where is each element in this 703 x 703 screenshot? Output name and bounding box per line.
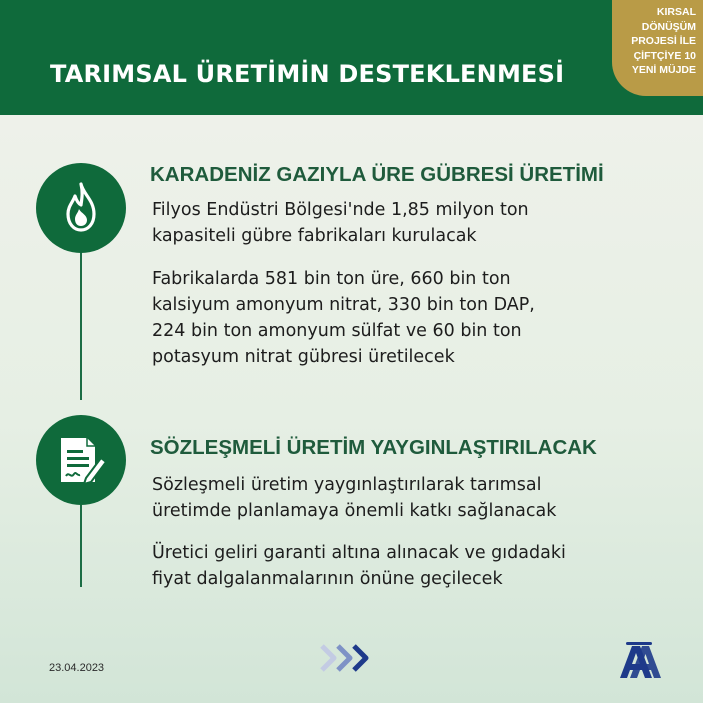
paragraph-line: 224 bin ton amonyum sülfat ve 60 bin ton — [152, 321, 522, 341]
section-title-contract: SÖZLEŞMELİ ÜRETİM YAYGINLAŞTIRILACAK — [150, 436, 597, 459]
badge-line: DÖNÜŞÜM — [641, 20, 696, 33]
badge-line: PROJESİ İLE — [631, 35, 696, 47]
paragraph-line: Filyos Endüstri Bölgesi'nde 1,85 milyon ton — [152, 200, 529, 220]
section-paragraph — [152, 197, 692, 249]
section-paragraph — [152, 540, 692, 592]
section-paragraph — [152, 266, 692, 370]
page-title: TARIMSAL ÜRETİMİN DESTEKLENMESİ — [50, 60, 565, 88]
paragraph-line: fiyat dalgalanmalarının önüne geçilecek — [152, 569, 503, 589]
paragraph-line: kapasiteli gübre fabrikaları kurulacak — [152, 226, 477, 246]
paragraph-line: Üretici geliri garanti altına alınacak ve gıdadaki — [152, 543, 566, 563]
flame-icon — [36, 163, 126, 253]
section-title-urea: KARADENİZ GAZIYLA ÜRE GÜBRESİ ÜRETİMİ — [150, 163, 604, 186]
triple-chevron-right-icon — [318, 638, 376, 683]
badge-line: YENİ MÜJDE — [631, 64, 696, 76]
section-paragraph — [152, 472, 692, 524]
contract-signing-icon — [36, 415, 126, 505]
paragraph-line: potasyum nitrat gübresi üretilecek — [152, 347, 455, 367]
timeline-connector — [80, 240, 82, 400]
aa-logo — [618, 640, 662, 685]
badge-line: ÇİFTÇİYE 10 — [633, 49, 696, 62]
badge-line: KIRSAL — [656, 6, 696, 18]
paragraph-line: Fabrikalarda 581 bin ton üre, 660 bin ton — [152, 269, 511, 289]
news-badge — [612, 0, 703, 96]
paragraph-line: Sözleşmeli üretim yaygınlaştırılarak tarımsal — [152, 475, 542, 495]
timeline-connector — [80, 505, 82, 587]
header-banner — [0, 0, 703, 115]
paragraph-line: kalsiyum amonyum nitrat, 330 bin ton DAP, — [152, 295, 535, 315]
paragraph-line: üretimde planlamaya önemli katkı sağlanacak — [152, 501, 557, 521]
publish-date: 23.04.2023 — [49, 662, 105, 674]
